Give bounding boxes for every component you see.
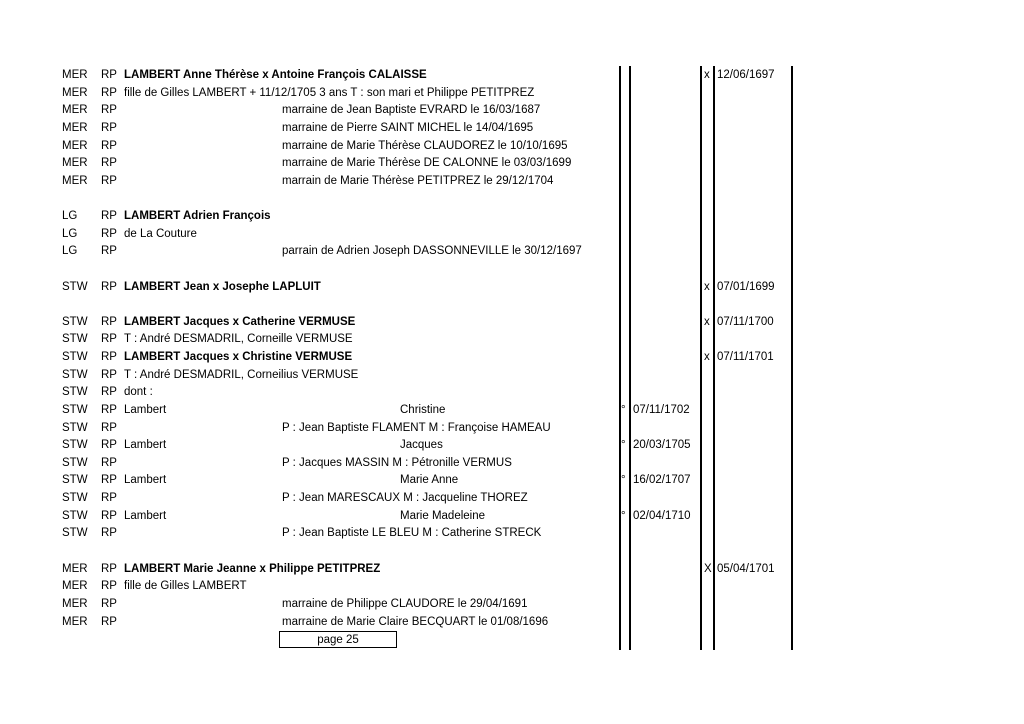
source-code: STW [62, 439, 88, 452]
register-row [0, 577, 1024, 595]
register-row [0, 154, 1024, 172]
register-row [0, 613, 1024, 631]
marriage-date: 07/11/1701 [717, 351, 774, 364]
entry-detail: P : Jean Baptiste FLAMENT M : Françoise HAMEAU [282, 421, 551, 434]
entry-text: fille de Gilles LAMBERT + 11/12/1705 3 ans T : son mari et Philippe PETITPREZ [124, 86, 535, 99]
register-type: RP [101, 615, 117, 628]
baptism-mark: ° [621, 509, 626, 522]
source-code: MER [62, 562, 88, 575]
entry-text: fille de Gilles LAMBERT [124, 580, 247, 593]
child-first-name: Marie Madeleine [400, 509, 486, 522]
baptism-date: 16/02/1707 [633, 474, 691, 487]
register-row [0, 278, 1024, 296]
source-code: STW [62, 368, 88, 381]
entry-detail: marraine de Philippe CLAUDORE le 29/04/1691 [282, 597, 528, 610]
register-type: RP [101, 174, 117, 187]
source-code: LG [62, 245, 78, 258]
register-type: RP [101, 386, 117, 399]
entry-heading: LAMBERT Anne Thérèse x Antoine François CALAISSE [124, 69, 427, 81]
register-type: RP [101, 509, 117, 522]
entry-text: T : André DESMADRIL, Corneille VERMUSE [124, 333, 353, 346]
child-first-name: Christine [400, 403, 446, 416]
column-rule-2 [629, 66, 631, 650]
register-type: RP [101, 597, 117, 610]
register-row [0, 101, 1024, 119]
column-rule-4 [713, 66, 715, 650]
entry-text: Lambert [124, 439, 167, 452]
register-row [0, 507, 1024, 525]
register-type: RP [101, 580, 117, 593]
register-row [0, 366, 1024, 384]
entry-heading: LAMBERT Jacques x Catherine VERMUSE [124, 315, 356, 328]
register-row [0, 242, 1024, 260]
register-row [0, 419, 1024, 437]
register-type: RP [101, 157, 117, 170]
source-code: MER [62, 597, 88, 610]
entry-detail: P : Jacques MASSIN M : Pétronille VERMUS [282, 456, 512, 469]
marriage-mark: x [704, 280, 710, 293]
register-row [0, 595, 1024, 613]
marriage-mark: X [704, 562, 712, 575]
entry-detail: marrain de Marie Thérèse PETITPREZ le 29/12/1704 [282, 174, 554, 187]
marriage-mark: x [704, 315, 710, 328]
source-code: MER [62, 580, 88, 593]
entry-detail: marraine de Marie Thérèse CLAUDOREZ le 10/10/1695 [282, 139, 568, 152]
source-code: MER [62, 139, 88, 152]
baptism-date: 20/03/1705 [633, 439, 691, 452]
entry-detail: P : Jean MARESCAUX M : Jacqueline THOREZ [282, 492, 528, 505]
marriage-date: 12/06/1697 [717, 69, 775, 81]
register-row [0, 436, 1024, 454]
source-code: MER [62, 157, 88, 170]
source-code: STW [62, 280, 88, 293]
column-rule-1 [619, 66, 621, 650]
register-row [0, 383, 1024, 401]
entry-heading: LAMBERT Jean x Josephe LAPLUIT [124, 280, 321, 293]
source-code: MER [62, 174, 88, 187]
page-number: page 25 [279, 631, 397, 648]
register-row [0, 172, 1024, 190]
register-type: RP [101, 104, 117, 117]
baptism-date: 07/11/1702 [633, 403, 690, 416]
baptism-date: 02/04/1710 [633, 509, 691, 522]
source-code: MER [62, 615, 88, 628]
source-code: STW [62, 333, 88, 346]
entry-detail: marraine de Pierre SAINT MICHEL le 14/04/1695 [282, 121, 534, 134]
source-code: STW [62, 403, 88, 416]
column-rule-5 [791, 66, 793, 650]
register-row [0, 401, 1024, 419]
register-row [0, 119, 1024, 137]
blank-row [0, 189, 1024, 207]
source-code: LG [62, 210, 78, 223]
register-type: RP [101, 439, 117, 452]
marriage-mark: x [704, 351, 710, 364]
entry-detail: P : Jean Baptiste LE BLEU M : Catherine STRECK [282, 527, 542, 540]
register-type: RP [101, 210, 117, 223]
register-type: RP [101, 139, 117, 152]
entry-text: dont : [124, 386, 153, 399]
entry-text: Lambert [124, 509, 167, 522]
entry-detail: parrain de Adrien Joseph DASSONNEVILLE le 30/12/1697 [282, 245, 582, 258]
register-row [0, 207, 1024, 225]
register-type: RP [101, 527, 117, 540]
source-code: STW [62, 315, 88, 328]
blank-row [0, 542, 1024, 560]
child-first-name: Marie Anne [400, 474, 459, 487]
source-code: MER [62, 104, 88, 117]
entry-heading: LAMBERT Marie Jeanne x Philippe PETITPREZ [124, 562, 381, 575]
register-type: RP [101, 315, 117, 328]
marriage-date: 07/01/1699 [717, 280, 775, 293]
entry-text: T : André DESMADRIL, Corneilius VERMUSE [124, 368, 359, 381]
register-type: RP [101, 421, 117, 434]
register-type: RP [101, 280, 117, 293]
baptism-mark: ° [621, 403, 626, 416]
child-first-name: Jacques [400, 439, 443, 452]
register-type: RP [101, 456, 117, 469]
source-code: STW [62, 421, 88, 434]
source-code: STW [62, 492, 88, 505]
entry-detail: marraine de Marie Claire BECQUART le 01/08/1696 [282, 615, 549, 628]
register-type: RP [101, 351, 117, 364]
register-row [0, 524, 1024, 542]
register-row [0, 489, 1024, 507]
register-row [0, 313, 1024, 331]
entry-detail: marraine de Marie Thérèse DE CALONNE le 03/03/1699 [282, 157, 572, 170]
blank-row [0, 295, 1024, 313]
source-code: STW [62, 527, 88, 540]
register-row [0, 137, 1024, 155]
marriage-date: 05/04/1701 [717, 562, 775, 575]
register-type: RP [101, 121, 117, 134]
marriage-date: 07/11/1700 [717, 315, 774, 328]
entry-text: Lambert [124, 403, 167, 416]
register-type: RP [101, 245, 117, 258]
source-code: STW [62, 474, 88, 487]
register-type: RP [101, 333, 117, 346]
baptism-mark: ° [621, 474, 626, 487]
register-row [0, 330, 1024, 348]
register-row [0, 560, 1024, 578]
source-code: MER [62, 69, 88, 81]
entry-heading: LAMBERT Adrien François [124, 210, 271, 223]
entry-text: Lambert [124, 474, 167, 487]
register-type: RP [101, 492, 117, 505]
marriage-mark: x [704, 69, 710, 81]
register-type: RP [101, 474, 117, 487]
source-code: STW [62, 509, 88, 522]
entry-text: de La Couture [124, 227, 197, 240]
register-type: RP [101, 86, 117, 99]
register-type: RP [101, 368, 117, 381]
register-row [0, 454, 1024, 472]
register-type: RP [101, 69, 117, 81]
source-code: STW [62, 351, 88, 364]
register-type: RP [101, 403, 117, 416]
source-code: STW [62, 386, 88, 399]
register-type: RP [101, 227, 117, 240]
register-row [0, 471, 1024, 489]
entry-detail: marraine de Jean Baptiste EVRARD le 16/03/1687 [282, 104, 541, 117]
baptism-mark: ° [621, 439, 626, 452]
register-type: RP [101, 562, 117, 575]
source-code: MER [62, 121, 88, 134]
source-code: STW [62, 456, 88, 469]
register-row [0, 225, 1024, 243]
column-rule-3 [700, 66, 702, 650]
register-row [0, 84, 1024, 102]
source-code: LG [62, 227, 78, 240]
register-row [0, 348, 1024, 366]
register-row [0, 66, 1024, 84]
source-code: MER [62, 86, 88, 99]
blank-row [0, 260, 1024, 278]
entry-heading: LAMBERT Jacques x Christine VERMUSE [124, 351, 353, 364]
